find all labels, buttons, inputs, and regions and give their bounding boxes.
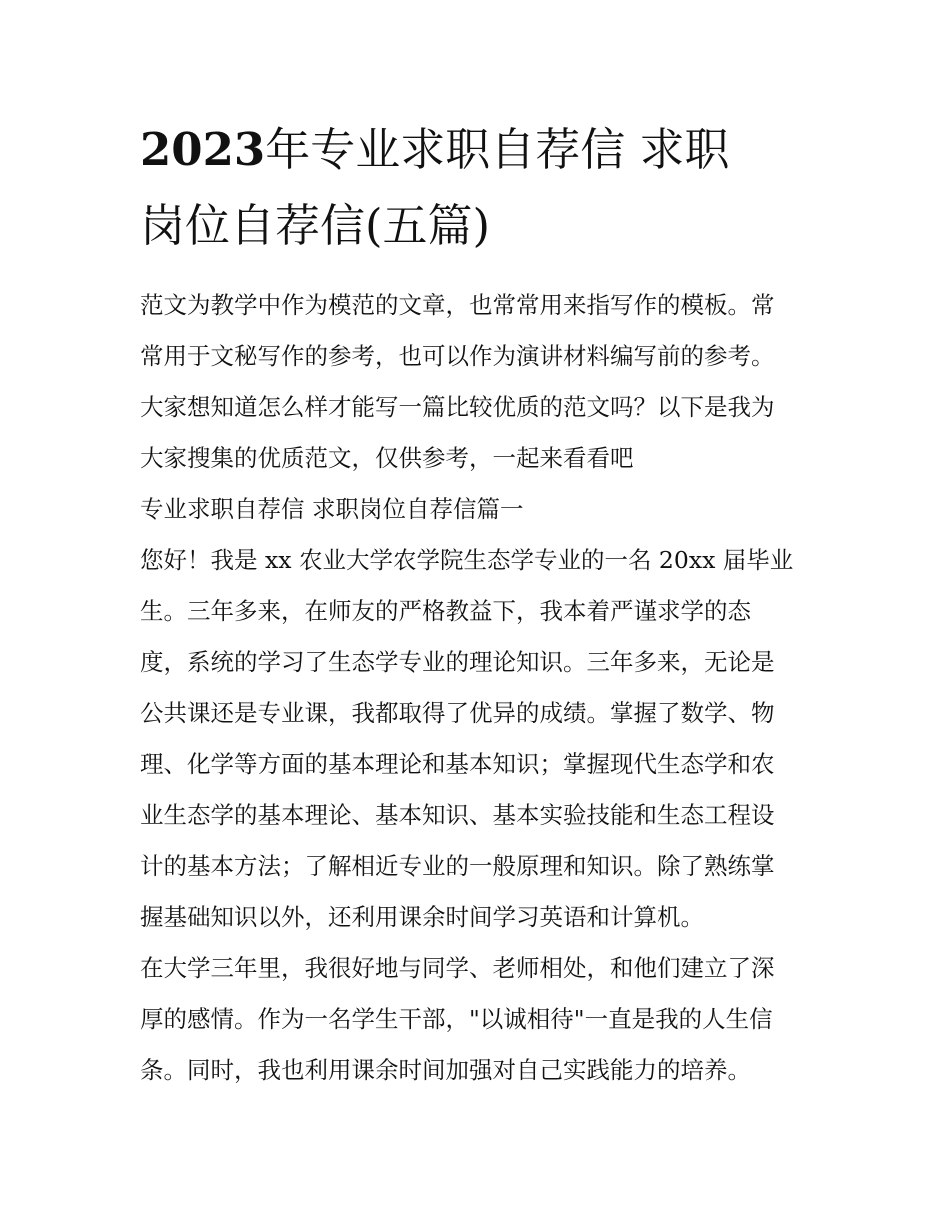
text-line: 在大学三年里，我很好地与同学、老师相处，和他们建立了深 <box>140 954 775 982</box>
intro-paragraph <box>140 280 820 484</box>
text-line: 条。同时，我也利用课余时间加强对自己实践能力的培养。 <box>140 1056 751 1084</box>
text-line: 度，系统的学习了生态学专业的理论知识。三年多来，无论是 <box>140 648 775 676</box>
text-line: 常用于文秘写作的参考，也可以作为演讲材料编写前的参考。 <box>140 342 775 370</box>
title-line-1 <box>140 112 820 188</box>
text-line: 公共课还是专业课，我都取得了优异的成绩。掌握了数学、物 <box>140 699 775 727</box>
text-line: 范文为教学中作为模范的文章，也常常用来指写作的模板。常 <box>140 291 775 319</box>
title-year: 2023 <box>140 123 266 176</box>
text-line: 大家想知道怎么样才能写一篇比较优质的范文吗？以下是我为 <box>140 393 775 421</box>
text-line: 厚的感情。作为一名学生干部，"以诚相待"一直是我的人生信 <box>140 1005 773 1033</box>
text-line: 大家搜集的优质范文，仅供参考，一起来看看吧 <box>140 444 634 472</box>
text-line: 握基础知识以外，还利用课余时间学习英语和计算机。 <box>140 903 704 931</box>
text-line: 您好！我是 xx 农业大学农学院生态学专业的一名 20xx 届毕业 <box>140 546 794 574</box>
title-line-2 <box>140 188 820 264</box>
text-line: 业生态学的基本理论、基本知识、基本实验技能和生态工程设 <box>140 801 775 829</box>
section-heading <box>140 484 820 535</box>
document-body <box>140 280 820 1096</box>
body-paragraph <box>140 535 820 943</box>
title-text: 年专业求职自荐信 求职 <box>265 123 730 176</box>
text-line: 专业求职自荐信 求职岗位自荐信篇一 <box>140 495 524 523</box>
title-text: 岗位自荐信(五篇) <box>140 199 491 252</box>
text-line: 计的基本方法；了解相近专业的一般原理和知识。除了熟练掌 <box>140 852 775 880</box>
document-title <box>140 112 820 264</box>
text-line: 生。三年多来，在师友的严格教益下，我本着严谨求学的态 <box>140 597 751 625</box>
body-paragraph <box>140 943 820 1096</box>
text-line: 理、化学等方面的基本理论和基本知识；掌握现代生态学和农 <box>140 750 775 778</box>
